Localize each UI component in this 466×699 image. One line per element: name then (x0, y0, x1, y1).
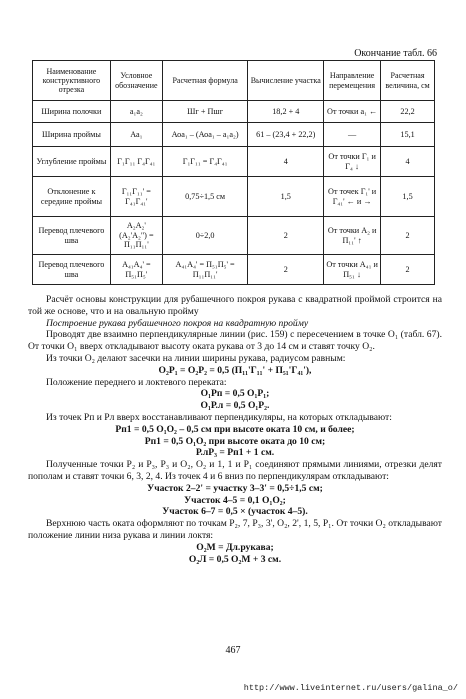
paragraph: Полученные точки Р₂ и Р₃, Р₃ и О₂, О₂ и 1, 1 и Р₁ соединяют прямыми линиями, отрезки делят пополам и ставят точки 6, 3, 2, 4. Из точек 4 и 6 вниз по перпендикулярам откладывают: (28, 459, 442, 482)
formula: О₂Р₁ = О₂Р₂ = 0,5 (П₁₁'Г₁₁' + П₅₁'Г₄₁'), (158, 364, 312, 376)
page-number: 467 (225, 645, 241, 656)
table-row (33, 123, 435, 147)
body-text (28, 294, 442, 565)
table-cell: 4 (381, 147, 435, 177)
table-cell: Г₁₁Г₁₁' = Г₄₁Г₄₁' (110, 177, 162, 217)
table-row (33, 177, 435, 217)
table-cell: 2 (381, 255, 435, 285)
section-heading: Построение рукава рубашечного покроя на квадратную пройму (46, 317, 309, 329)
paragraph: Верхнюю часть оката оформляют по точкам Р₂, 7, Р₃, 3', О₂, 2', 1, 5, Р₁. От точки О₂ откладывают положение линии низа рукава и линии локтя: (28, 518, 442, 541)
table-cell: Перевод плечевого шва (33, 255, 111, 285)
construction-table (32, 60, 435, 285)
table-cell: 61 – (23,4 + 22,2) (248, 123, 324, 147)
formula: О₂М = Дл.рукава; (196, 541, 274, 553)
paragraph: Из точки О₂ делают засечки на линии ширины рукава, радиусом равным: (46, 352, 346, 364)
table-cell: 18,2 + 4 (248, 101, 324, 123)
table-cell: От точки А₄₁ и П₅₁ ↓ (324, 255, 381, 285)
table-cell: От точек Г₁' и Г₄₁' ← и → (324, 177, 381, 217)
table-cell: Ширина полочки (33, 101, 111, 123)
formula: Участок 2–2' = участку 3–3' = 0,5÷1,5 см; (147, 482, 323, 494)
formula: О₂Л = 0,5 О₂М + 3 см. (188, 553, 282, 565)
formula: Участок 6–7 = 0,5 × (участок 4–5). (162, 506, 308, 518)
table-cell: Перевод плечевого шва (33, 217, 111, 255)
table-cell: А₄₁А₄' = П₅₁П₅' = П₁₁П₁₁' (162, 255, 248, 285)
table-cell: 4 (248, 147, 324, 177)
table-row (33, 147, 435, 177)
formula: Участок 4–5 = 0,1 О₁О₂; (184, 494, 286, 506)
table-cell: Аоа₁ – (Аоа₁ – а₁а₂) (162, 123, 248, 147)
table-cell: а₁а₂ (110, 101, 162, 123)
table-cell: 0÷2,0 (162, 217, 248, 255)
header-cell: Вычисление участка (248, 61, 324, 101)
table-row (33, 217, 435, 255)
table-header-row (33, 61, 435, 101)
table-cell: Отклонение к середине проймы (33, 177, 111, 217)
header-cell: Расчетная формула (162, 61, 248, 101)
header-cell: Условное обозначение (110, 61, 162, 101)
table-cell: 2 (248, 217, 324, 255)
table-cell: А₄₁А₄' = П₅₁П₅' (110, 255, 162, 285)
table-cell: От точки а₁ ← (324, 101, 381, 123)
table-cell: А₂А₂' (А₂'А₂") = П₁₁П₁₁' (110, 217, 162, 255)
table-row (33, 255, 435, 285)
paragraph: Положение переднего и локтевого переката: (46, 376, 227, 388)
table-cell: Аа₁ (110, 123, 162, 147)
paragraph: Расчёт основы конструкции для рубашечного покроя рукава с квадратной проймой строится на той же основе, что и на овальную пройму (28, 294, 442, 317)
table-cell: 2 (248, 255, 324, 285)
table-cell: Углубление проймы (33, 147, 111, 177)
table-cell: 1,5 (381, 177, 435, 217)
header-cell: Расчетная величина, см (381, 61, 435, 101)
table-cell: От точки А₂ и П₁₁' ↑ (324, 217, 381, 255)
table-cell: Г₁Г₁₁ Г₄Г₄₁ (110, 147, 162, 177)
table-cell: От точки Г₁ и Г₄ ↓ (324, 147, 381, 177)
table-row (33, 101, 435, 123)
table-cell: 2 (381, 217, 435, 255)
formula: О₁Рп = 0,5 О₁Р₁; (200, 388, 270, 400)
formula: Рп1 = 0,5 О₁О₂ при высоте оката до 10 см; (144, 435, 326, 447)
table-cell: 22,2 (381, 101, 435, 123)
header-cell: Наименование конструктивного отрезка (33, 61, 111, 101)
table-caption: Окончание табл. 66 (354, 48, 437, 59)
table-cell: 15,1 (381, 123, 435, 147)
watermark-url: http://www.liveinternet.ru/users/galina_o/ (243, 683, 458, 693)
table-cell: Ширина проймы (33, 123, 111, 147)
table-cell: — (324, 123, 381, 147)
table-cell: Г₁Г₁₁ = Г₄Г₄₁ (162, 147, 248, 177)
table-cell: 0,75÷1,5 см (162, 177, 248, 217)
header-cell: Направление перемещения (324, 61, 381, 101)
paragraph: Из точек Рп и Рл вверх восстанавливают перпендикуляры, на которых откладывают: (46, 411, 392, 423)
formula: О₁Р.л = 0,5 О₁Р₂. (200, 400, 270, 412)
paragraph: Проводят две взаимно перпендикулярные линии (рис. 159) с пересечением в точке О₁ (табл. 67). От точки О₁ вверх откладывают высоту оката рукава от 3 до 14 см и ставят точку О₂. (28, 329, 442, 353)
formula: Р.лР₃ = Рп1 + 1 см. (195, 447, 275, 459)
formula: Рп1 = 0,5 О₁О₂ – 0,5 см при высоте оката 10 см, и более; (115, 423, 355, 435)
table-cell: 1,5 (248, 177, 324, 217)
table-cell: Шг + Пшг (162, 101, 248, 123)
